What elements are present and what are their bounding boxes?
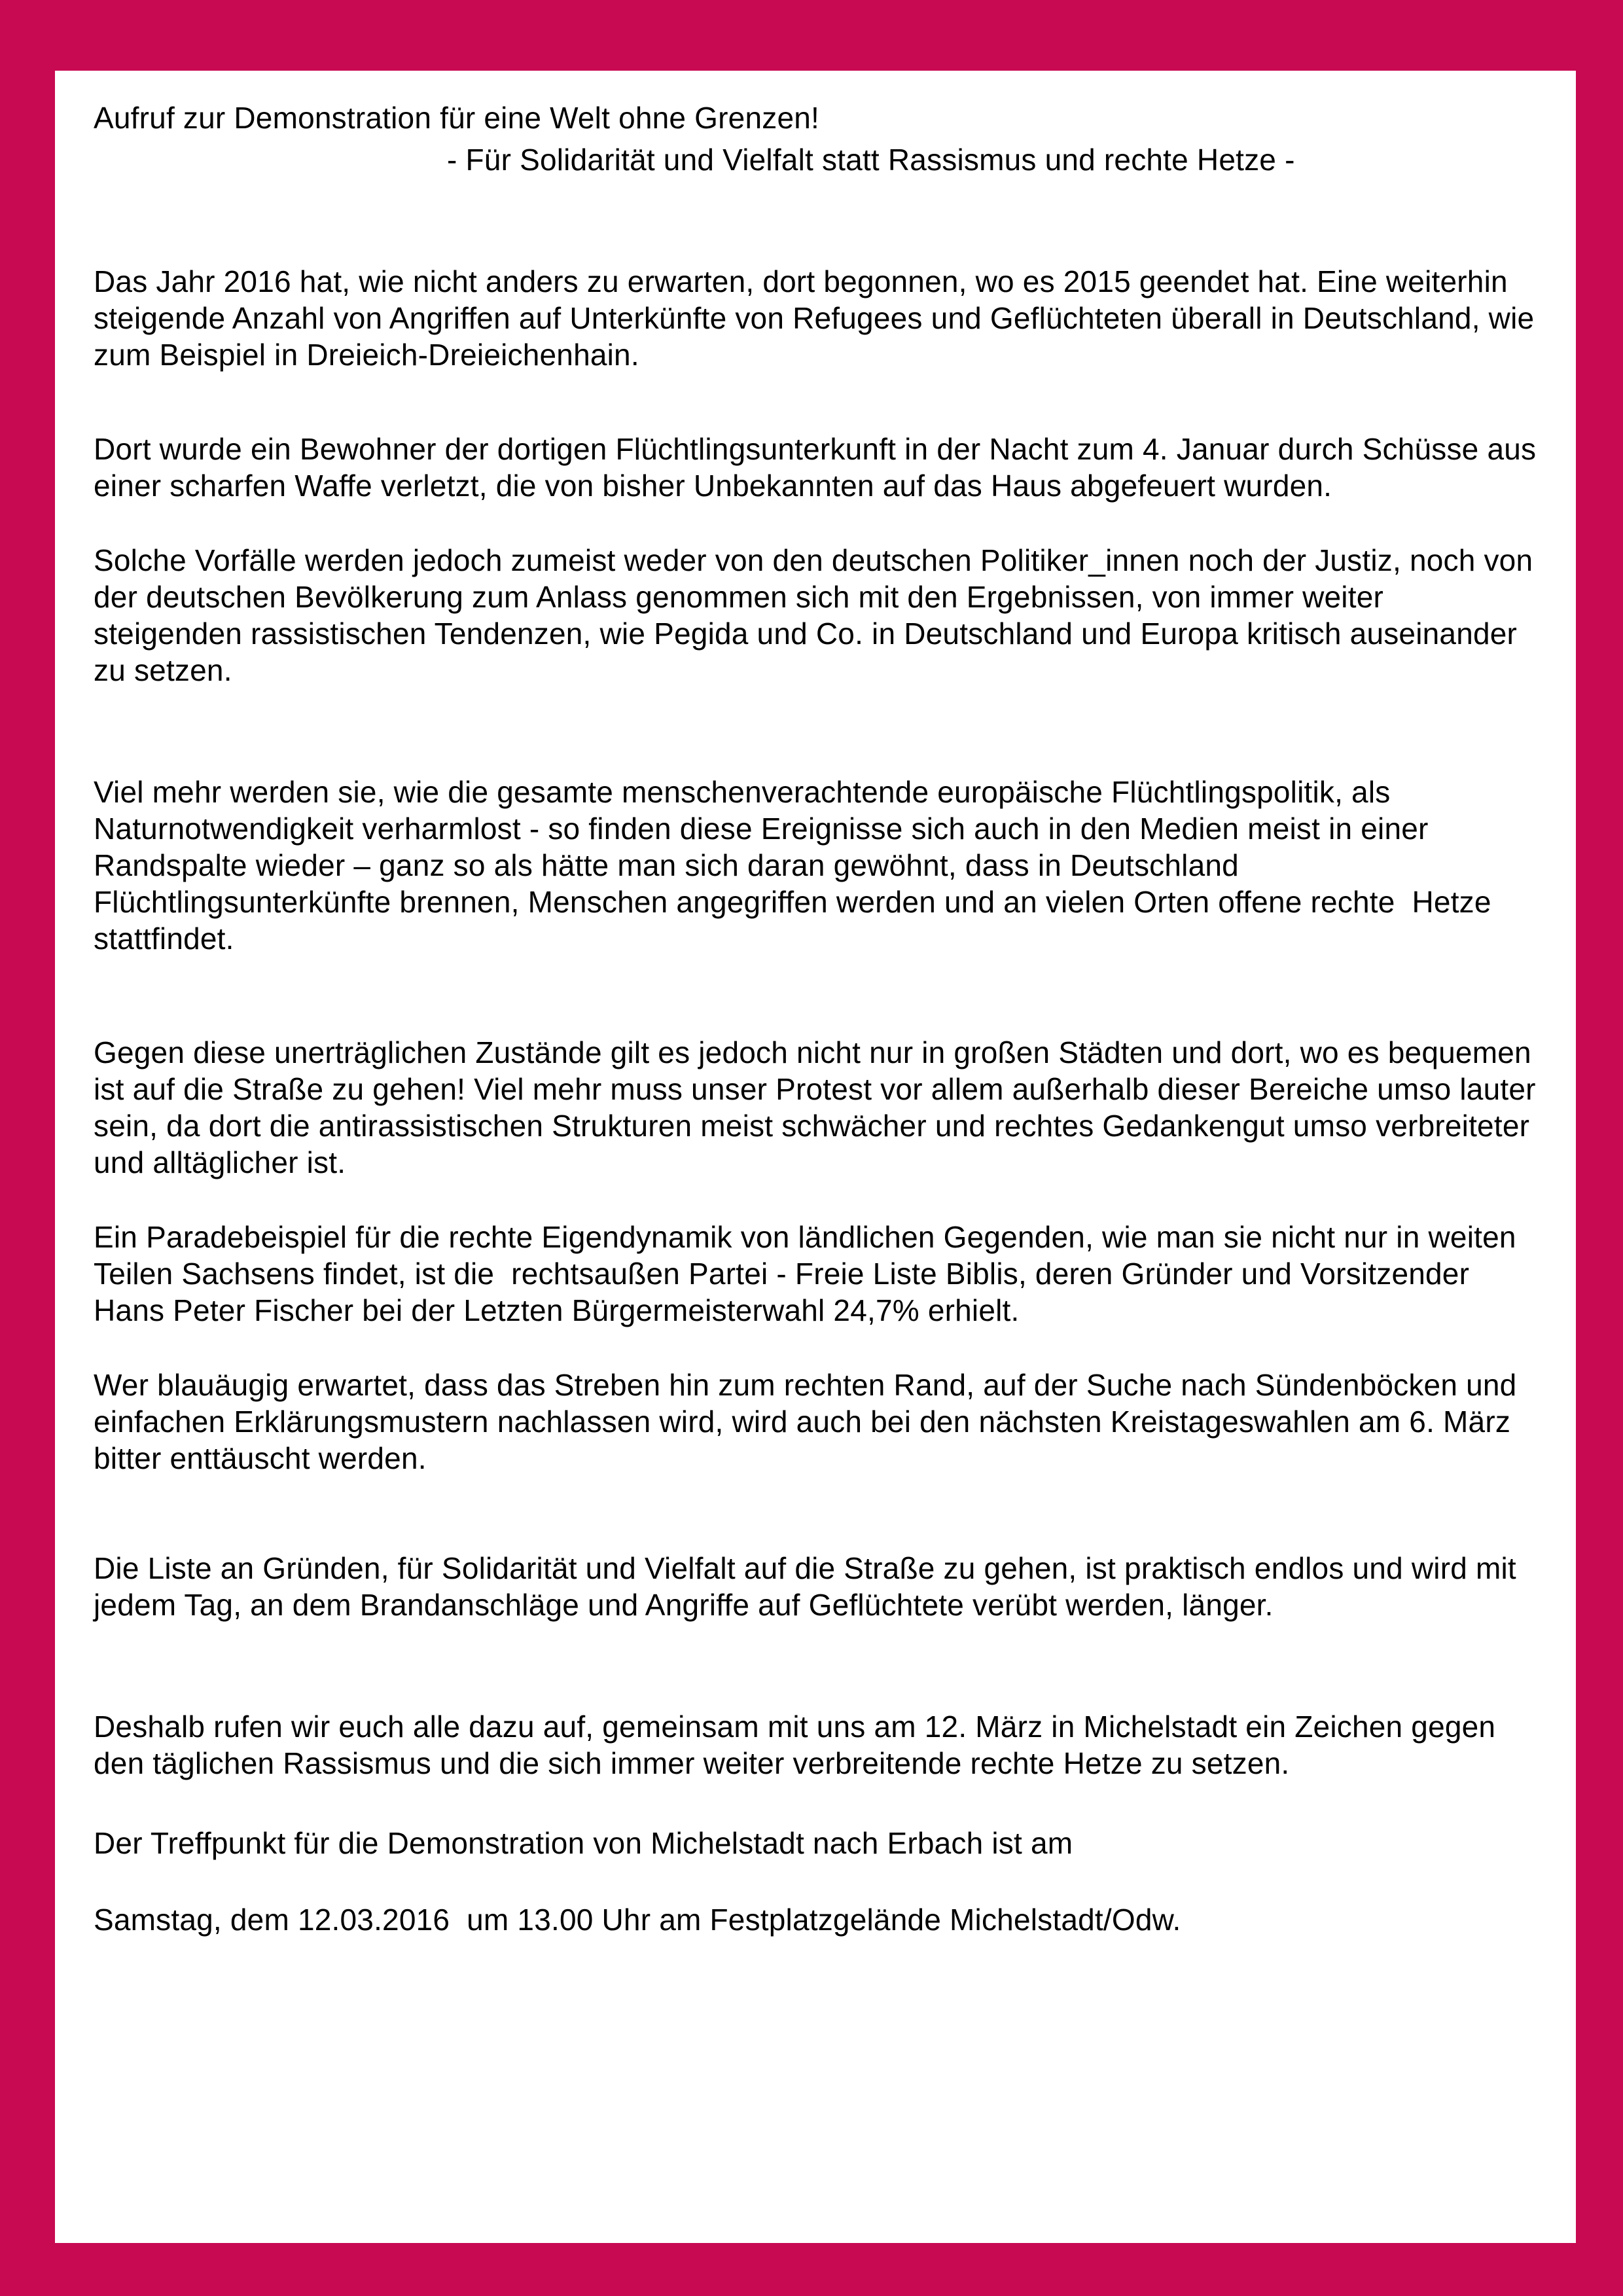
- paragraph-intro-2016: Das Jahr 2016 hat, wie nicht anders zu erwarten, dort begonnen, wo es 2015 geendet hat. Eine weiterhin steigende Anzahl von Angriffen auf Unterkünfte von Refugees und Geflüchteten überall in Deutschland, wie zum Beispiel in Dreieich-Dreieichenhain.: [94, 264, 1543, 372]
- paragraph-shooting-incident: Dort wurde ein Bewohner der dortigen Flüchtlingsunterkunft in der Nacht zum 4. Januar durch Schüsse aus einer scharfen Waffe verletzt, die von bisher Unbekannten auf das Haus abgefeuert wurden.: [94, 432, 1545, 503]
- flyer-body: [94, 263, 1545, 1938]
- paragraph-political-reaction: Solche Vorfälle werden jedoch zumeist weder von den deutschen Politiker_innen noch der Justiz, noch von der deutschen Bevölkerung zum Anlass genommen sich mit den Ergebnissen, von immer weiter steigenden rassistischen Tendenzen, wie Pegida und Co. in Deutschland und Europa kritisch auseinander zu setzen.: [94, 543, 1542, 687]
- flyer-header: [94, 99, 1540, 178]
- paragraph-freie-liste-biblis: Ein Paradebeispiel für die rechte Eigendynamik von ländlichen Gegenden, wie man sie nicht nur in weiten Teilen Sachsens findet, ist die rechtsaußen Partei - Freie Liste Biblis, deren Gründer und Vorsitzender Hans Peter Fischer bei der Letzten Bürgermeisterwahl 24,7% erhielt.: [94, 1220, 1524, 1327]
- paragraph-meeting-point: Der Treffpunkt für die Demonstration von Michelstadt nach Erbach ist am: [94, 1826, 1073, 1860]
- flyer-title-line-1: Aufruf zur Demonstration für eine Welt ohne Grenzen!: [94, 101, 819, 135]
- paragraph-call-to-action: Deshalb rufen wir euch alle dazu auf, gemeinsam mit uns am 12. März in Michelstadt ein Zeichen gegen den täglichen Rassismus und die sich immer weiter verbreitende rechte Hetze zu setzen.: [94, 1710, 1505, 1780]
- flyer-paper: [55, 71, 1576, 2243]
- paragraph-media-normalization: Viel mehr werden sie, wie die gesamte menschenverachtende europäische Flüchtlingspolitik, als Naturnotwendigkeit verharmlost - so finden diese Ereignisse sich auch in den Medien meist in einer Randspalte wieder – ganz so als hätte man sich daran gewöhnt, dass in Deutschland Flüchtlingsunterkünfte brennen, Menschen angegriffen werden und an vielen Orten offene rechte Hetze stattfindet.: [94, 775, 1500, 956]
- paragraph-protest-outside-cities: Gegen diese unerträglichen Zustände gilt es jedoch nicht nur in großen Städten und dort, wo es bequemen ist auf die Straße zu gehen! Viel mehr muss unser Protest vor allem außerhalb dieser Bereiche umso lauter sein, da dort die antirassistischen Strukturen meist schwächer und rechtes Gedankengut umso verbreiteter und alltäglicher ist.: [94, 1035, 1544, 1179]
- paragraph-endless-reasons: Die Liste an Gründen, für Solidarität und Vielfalt auf die Straße zu gehen, ist praktisch endlos und wird mit jedem Tag, an dem Brandanschläge und Angriffe auf Geflüchtete verübt werden, länger.: [94, 1551, 1525, 1622]
- paragraph-event-datetime: Samstag, dem 12.03.2016 um 13.00 Uhr am Festplatzgelände Michelstadt/Odw.: [94, 1903, 1181, 1937]
- paragraph-kreistagswahlen: Wer blauäugig erwartet, dass das Streben hin zum rechten Rand, auf der Suche nach Sündenböcken und einfachen Erklärungsmustern nachlassen wird, wird auch bei den nächsten Kreistageswahlen am 6. März bitter enttäuscht werden.: [94, 1368, 1525, 1475]
- flyer-title-line-2: - Für Solidarität und Vielfalt statt Rassismus und rechte Hetze -: [447, 143, 1295, 177]
